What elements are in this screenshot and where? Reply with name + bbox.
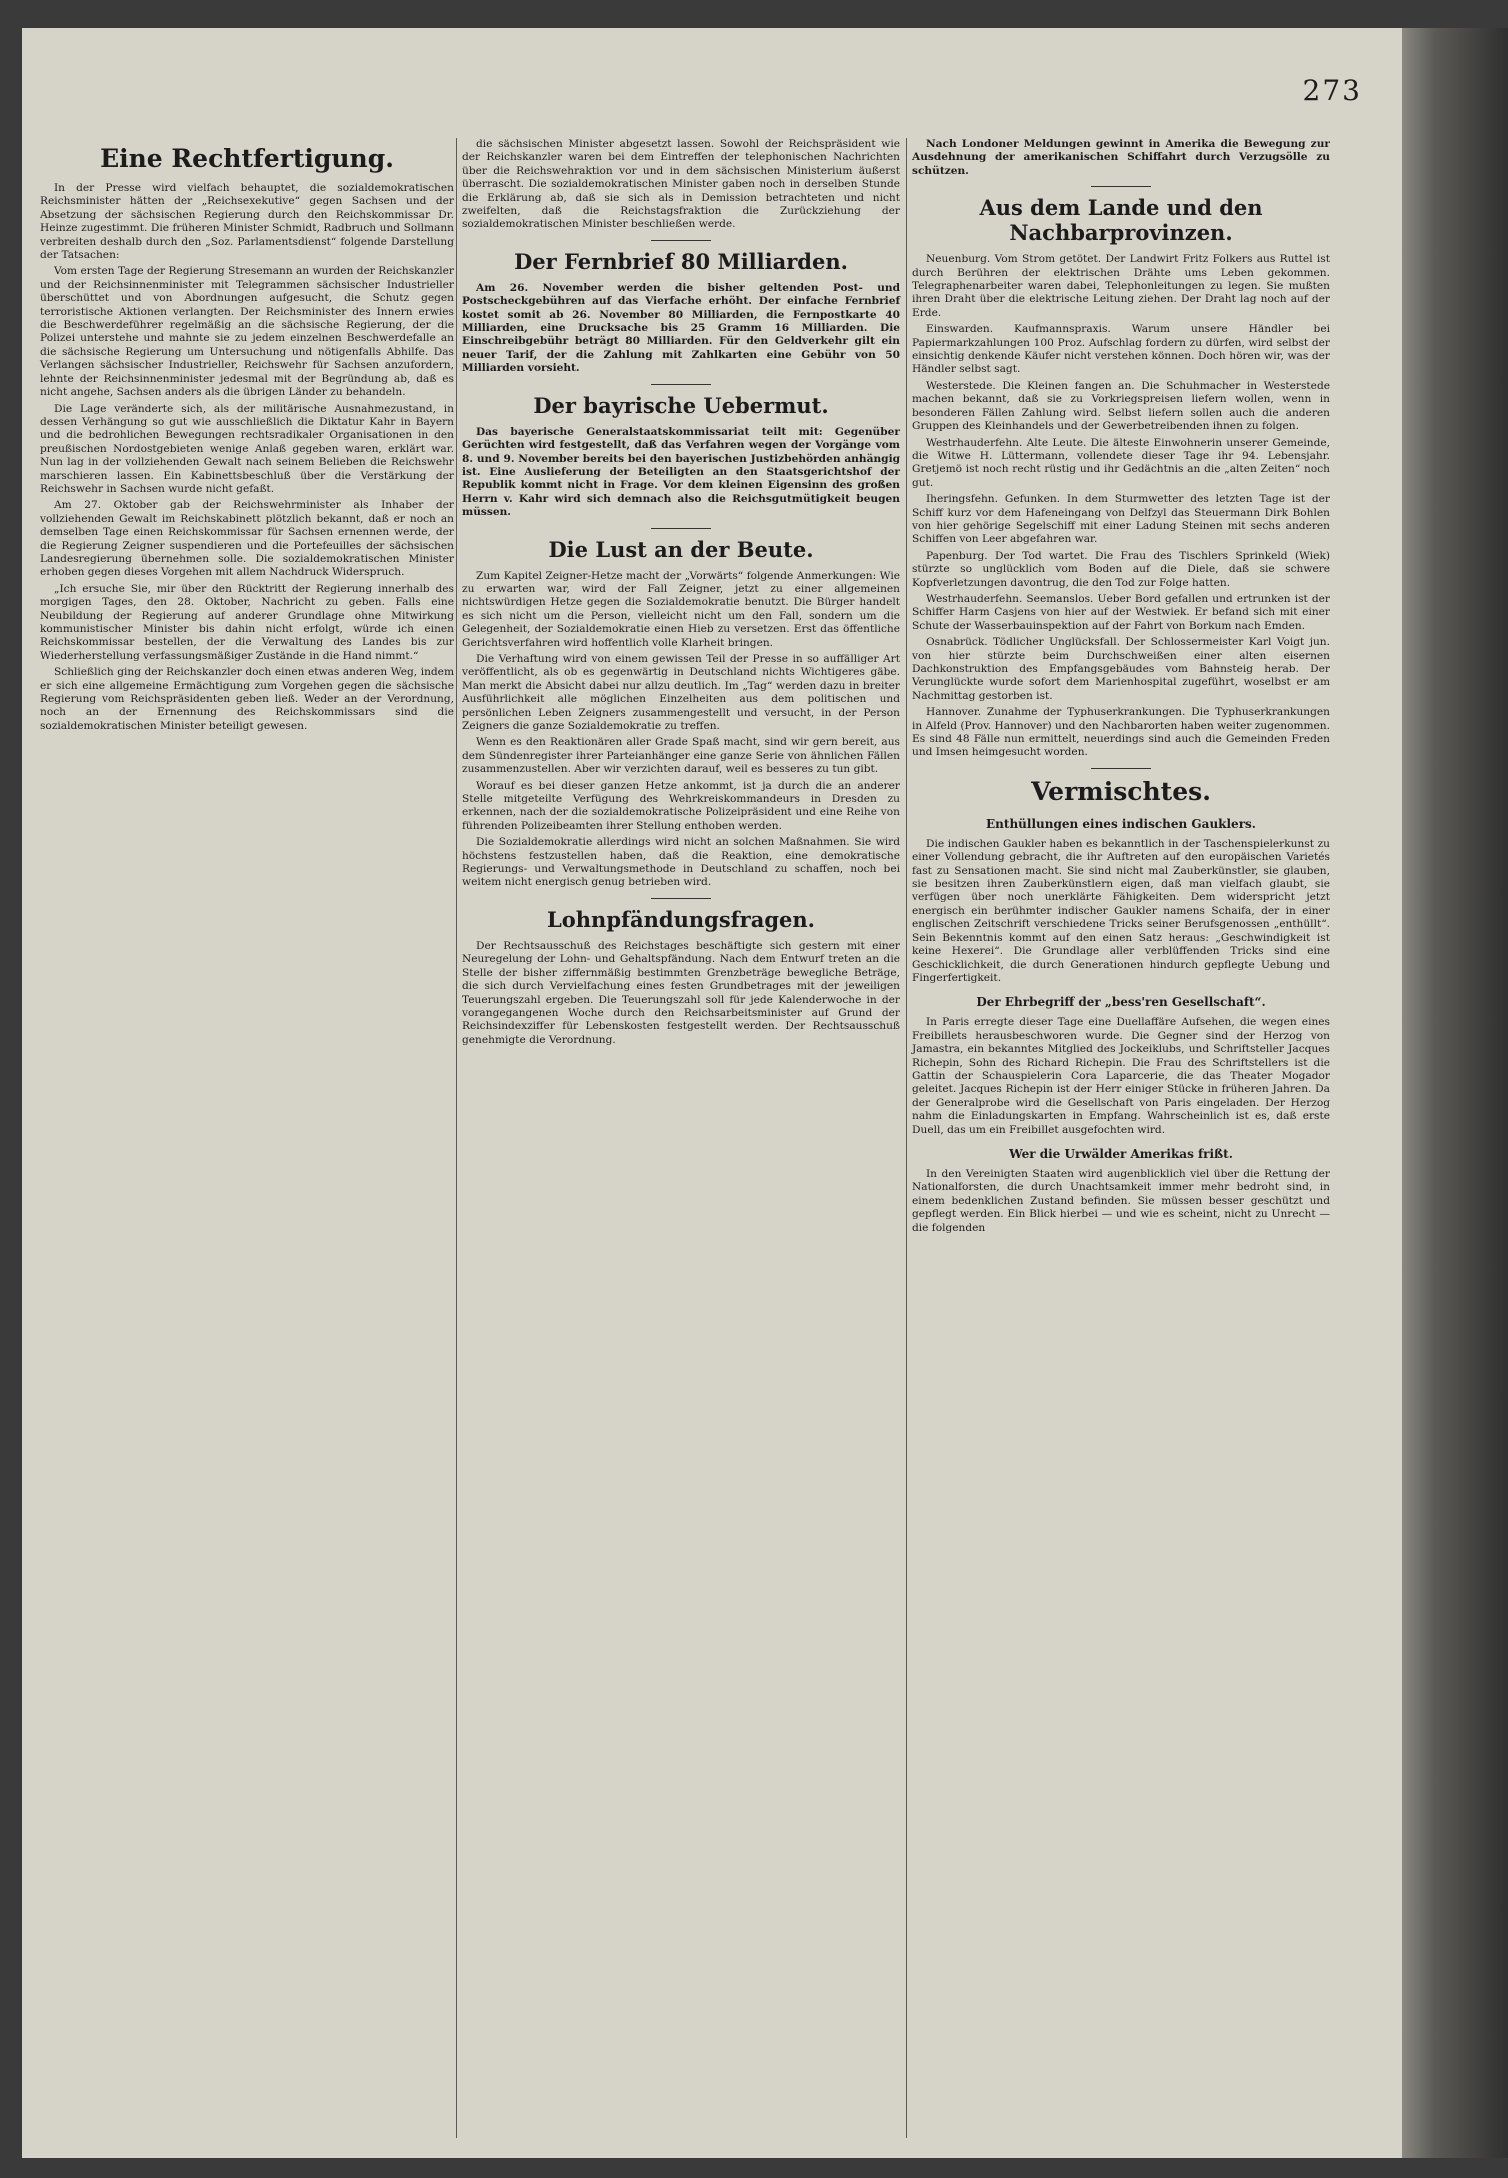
article-paragraph: Zum Kapitel Zeigner-Hetze macht der „Vorwärts“ folgende Anmerkungen: Wie zu erwarten war, wird der Fall Zeigner, jetzt zu einer allgemeinen nichtswürdigen Hetze gegen die Sozialdemokratie benutzt. Die Bürger handelt es sich nicht um die Person, vielleicht nicht um den Fall, sondern um die Gelegenheit, der Sozialdemokratie einen Hieb zu versetzen. Erst das öffentliche Gerichtsverfahren wird hoffentlich volle Klarheit bringen. <box>462 569 900 649</box>
article-paragraph: In den Vereinigten Staaten wird augenblicklich viel über die Rettung der Nationalforsten, die durch Unachtsamkeit immer mehr bedroht sind, in einem bedenklichen Zustand befinden. Sie müssen besser geschützt und gepflegt werden. Ein Blick hierbei — und wie es scheint, nicht zu Unrecht — die folgenden <box>912 1167 1330 1234</box>
article-paragraph: In der Presse wird vielfach behauptet, die sozialdemokratischen Reichsminister hätten der „Reichsexekutive“ gegen Sachsen und der Absetzung der sächsischen Regierung durch den Reichskommissar Dr. Heinze zugestimmt. Die früheren Minister Schmidt, Radbruch und Sollmann verbreiten deshalb durch den „Soz. Parlamentsdienst“ folgende Darstellung der Tatsachen: <box>40 182 454 262</box>
article-subheading: Der Ehrbegriff der „bess'ren Gesellschaft“. <box>976 995 1266 1010</box>
article-paragraph: Westrhauderfehn. Alte Leute. Die älteste Einwohnerin unserer Gemeinde, die Witwe H. Lüttermann, vollendete dieser Tage ihr 94. Lebensjahr. Gretjemö ist noch recht rüstig und ihr Gedächtnis an die „alten Zeiten“ noch gut. <box>912 436 1330 489</box>
column-left <box>40 138 454 736</box>
article-paragraph: Westrhauderfehn. Seemanslos. Ueber Bord gefallen und ertrunken ist der Schiffer Harm Casjens von hier auf der Westwiek. Er befand sich mit einer Schute der Wasserbauinspektion auf der Fahrt von Borkum nach Emden. <box>912 592 1330 632</box>
separator-rule <box>651 528 711 529</box>
article-paragraph: Am 26. November werden die bisher geltenden Post- und Postscheckgebühren auf das Vierfache erhöht. Der einfache Fernbrief kostet somit ab 26. November 80 Milliarden, die Fernpostkarte 40 Milliarden, eine Drucksache bis 25 Gramm 16 Milliarden. Die Einschreibgebühr beträgt 80 Milliarden. Für den Geldverkehr gilt ein neuer Tarif, der die Zahlung mit Zahlkarten eine Gebühr von 50 Milliarden vorsieht. <box>462 281 900 375</box>
column-middle <box>462 138 900 1050</box>
article-paragraph: Einswarden. Kaufmannspraxis. Warum unsere Händler bei Papiermarkzahlungen 100 Proz. Aufschlag fordern zu dürfen, wird selbst der einsichtig denkende Käufer nicht verstehen können. Doch hören wir, was der Händler selbst sagt. <box>912 323 1330 376</box>
column-divider <box>456 138 457 2138</box>
article-paragraph: Der Rechtsausschuß des Reichstages beschäftigte sich gestern mit einer Neuregelung der Lohn- und Gehaltspfändung. Nach dem Entwurf treten an die Stelle der bisher ziffernmäßig bestimmten Grenzbeträge bewegliche Beträge, die sich durch Vervielfachung eines festen Grundbetrages mit der jeweiligen Teuerungszahl ergeben. Die Teuerungszahl soll für jede Kalenderwoche in der vorangegangenen Woche durch den Reichsarbeitsminister auf Grund der Reichsindexziffer für Lebenskosten festgestellt werden. Der Rechtsausschuß genehmigte die Verordnung. <box>462 939 900 1046</box>
article-heading: Eine Rechtfertigung. <box>100 144 394 173</box>
article-paragraph: Die Lage veränderte sich, als der militärische Ausnahmezustand, in dessen Verhängung so gut wie ausschließlich die Diktatur Kahr in Bayern und die bedrohlichen Bewegungen rechtsradikaler Organisationen in den preußischen Nordostgebieten wenige Anlaß gegeben waren, erklärt war. Nun lag in der vollziehenden Gewalt nach seinem Belieben die Reichswehr marschieren lassen. Ein Kabinettsbeschluß über die Verstärkung der Reichswehr in Sachsen wurde nicht gefaßt. <box>40 402 454 495</box>
newspaper-page <box>22 28 1402 2158</box>
article-heading: Die Lust an der Beute. <box>548 536 814 562</box>
page-number: 273 <box>1302 74 1362 107</box>
article-paragraph: Hannover. Zunahme der Typhuserkrankungen. Die Typhuserkrankungen in Alfeld (Prov. Hannover) und den Nachbarorten haben weiter zugenommen. Es sind 48 Fälle nun ermittelt, neuerdings sind auch die Gemeinden Freden und Imsen heimgesucht worden. <box>912 706 1330 759</box>
separator-rule <box>651 898 711 899</box>
article-paragraph: Nach Londoner Meldungen gewinnt in Amerika die Bewegung zur Ausdehnung der amerikanischen Schiffahrt durch Verzugsölle zu schützen. <box>912 138 1330 177</box>
article-paragraph: Die indischen Gaukler haben es bekanntlich in der Taschenspielerkunst zu einer Vollendung gebracht, die ihr Auftreten auf den europäischen Varietés fast zu Sensationen macht. Sie sind nicht mal Zauberkünstler, sie glauben, sie besitzen ihren Zauberkünstlern eigen, daß man vielfach glaubt, sie verfügen über noch unerklärte Fähigkeiten. Dem widerspricht jetzt energisch ein berühmter indischer Gaukler namens Schaifa, der in einer englischen Zeitschrift verschiedene Tricks seiner Berufsgenossen „enthüllt“. Sein Bekenntnis kommt auf den einen Satz heraus: „Geschwindigkeit ist keine Hexerei“. Die Grundlage aller verblüffenden Tricks sind eine Geschicklichkeit, die durch Generationen hindurch gepflegte Uebung und Fingerfertigkeit. <box>912 837 1330 984</box>
article-heading: Vermischtes. <box>1031 776 1211 806</box>
column-divider <box>906 138 907 2138</box>
separator-rule <box>1091 186 1151 187</box>
column-right <box>912 138 1330 1238</box>
article-paragraph: Vom ersten Tage der Regierung Stresemann an wurden der Reichskanzler und der Reichsinnenminister mit Telegrammen sächsischer Industrieller überschüttet und von Abordnungen aufgesucht, die Schutz gegen terroristische Aktionen verlangten. Der Reichsminister des Innern erwies die Beschwerdeführer regelmäßig an die sächsische Regierung, der die Polizei unterstehe und mahnte sie zu jedem einzelnen Beschwerdefalle an die sächsische Regierung um Untersuchung und nötigenfalls Abhilfe. Das Verlangen sächsischer Industrieller, Reichswehr für Sachsen anzufordern, lehnte der Reichsinnenminister jedesmal mit der Begründung ab, daß es nicht angehe, Sachsen anders als die übrigen Länder zu behandeln. <box>40 265 454 399</box>
article-subheading: Wer die Urwälder Amerikas frißt. <box>1009 1146 1233 1161</box>
article-heading: Der bayrische Uebermut. <box>533 392 829 418</box>
article-paragraph: Osnabrück. Tödlicher Unglücksfall. Der Schlossermeister Karl Voigt jun. von hier stürzte beim Durchschweißen einer alten eisernen Dachkonstruktion des Empfangsgebäudes vom Bahnsteig herab. Der Verunglückte wurde sofort dem Marienhospital zugeführt, woselbst er am Nachmittag gestorben ist. <box>912 636 1330 702</box>
article-heading: Der Fernbrief 80 Milliarden. <box>514 248 848 274</box>
article-paragraph: Das bayerische Generalstaatskommissariat teilt mit: Gegenüber Gerüchten wird festgestellt, daß das Verfahren wegen der Vorgänge vom 8. und 9. November bereits bei den bayerischen Justizbehörden anhängig ist. Eine Auslieferung der Beteiligten an den Staatsgerichtshof der Republik kommt nicht in Frage. Vor dem kleinen Eigensinn des großen Herrn v. Kahr wird sich demnach also die Reichsgutmütigkeit beugen müssen. <box>462 425 900 519</box>
article-paragraph: Die Verhaftung wird von einem gewissen Teil der Presse in so auffälliger Art veröffentlicht, als ob es gegenwärtig in Deutschland nichts Wichtigeres gäbe. Man merkt die Absicht dabei nur allzu deutlich. Im „Tag“ werden dazu in breiter Ausführlichkeit alle möglichen Einzelheiten aus dem politischen und persönlichen Leben Zeigners zusammengestellt und versucht, in der Person Zeigners die ganze Sozialdemokratie zu treffen. <box>462 652 900 732</box>
article-paragraph: Wenn es den Reaktionären aller Grade Spaß macht, sind wir gern bereit, aus dem Sündenregister ihrer Parteianhänger eine ganze Serie von ähnlichen Fällen zusammenzustellen. Aber wir verzichten darauf, weil es besseres zu tun gibt. <box>462 736 900 776</box>
separator-rule <box>651 240 711 241</box>
article-paragraph: Westerstede. Die Kleinen fangen an. Die Schuhmacher in Westerstede machen bekannt, daß sie zu Vorkriegspreisen liefern wollen, wenn in besonderen Fällen Zahlung wird. Selbst liefern sollen auch die anderen Gruppen des Kleinhandels und der Gewerbetreibenden ihnen zu folgen. <box>912 379 1330 433</box>
article-paragraph: Die Sozialdemokratie allerdings wird nicht an solchen Maßnahmen. Sie wird höchstens festzustellen haben, daß die Reaktion, eine demokratische Regierungs- und Verwaltungsmethode in Deutschland zu schaffen, noch bei weitem nicht energisch genug betrieben wird. <box>462 836 900 889</box>
article-heading: Aus dem Lande und den Nachbarprovinzen. <box>979 195 1263 246</box>
article-quote: „Ich ersuche Sie, mir über den Rücktritt der Regierung innerhalb des morgigen Tages, den 28. Oktober, Nachricht zu geben. Falls eine Neubildung der Regierung auf anderer Grundlage ohne Mitwirkung kommunistischer Minister bis dahin nicht erfolgt, würde ich einen Reichskommissar bestellen, der die Verwaltung des Landes bis zur Wiederherstellung verfassungsmäßiger Zustände in die Hand nimmt.“ <box>40 582 454 662</box>
article-heading: Lohnpfändungsfragen. <box>547 906 815 932</box>
article-paragraph: Schließlich ging der Reichskanzler doch einen etwas anderen Weg, indem er sich eine allgemeine Ermächtigung zum Vorgehen gegen die sächsische Regierung vom Reichspräsidenten geben ließ. Weder an der Verordnung, noch an der Ernennung des Reichskommissars sind die sozialdemokratischen Minister beteiligt gewesen. <box>40 666 454 732</box>
article-paragraph: Iheringsfehn. Gefunken. In dem Sturmwetter des letzten Tage ist der Schiff kurz vor dem Hafeneingang von Delfzyl das Steuermann Dirk Bohlen von hier gehörige Segelschiff mit einer Ladung Steinen mit sechs anderen Schiffen von Leer abgefahren war. <box>912 493 1330 546</box>
separator-rule <box>1091 768 1151 769</box>
article-paragraph: Am 27. Oktober gab der Reichswehrminister als Inhaber der vollziehenden Gewalt im Reichskabinett plötzlich bekannt, daß er noch an demselben Tage einen Reichskommissar für Sachsen ernennen werde, der die Regierung Zeigner suspendieren und die Portefeuilles der sächsischen Landesregierung übernehmen solle. Die sozialdemokratischen Minister erhoben gegen dieses Vorgehen mit allem Nachdruck Widerspruch. <box>40 499 454 579</box>
article-paragraph: die sächsischen Minister abgesetzt lassen. Sowohl der Reichspräsident wie der Reichskanzler waren bei dem Eintreffen der telephonischen Nachrichten über die Reichswehraktion vor und in dem sächsischen Ministerium äußerst überrascht. Die sozialdemokratischen Minister gaben noch in derselben Stunde die Erklärung ab, daß sie sich als in Demission betrachteten und nicht zweifelten, daß die Reichstagsfraktion die Zurückziehung der sozialdemokratischen Minister beschließen werde. <box>462 138 900 231</box>
article-paragraph: Papenburg. Der Tod wartet. Die Frau des Tischlers Sprinkeld (Wiek) stürzte so unglücklich vom Boden auf die Diele, daß sie schwere Kopfverletzungen davontrug, die den Tod zur Folge hatten. <box>912 549 1330 589</box>
binding-shadow <box>1402 28 1508 2158</box>
article-subheading: Enthüllungen eines indischen Gauklers. <box>986 816 1256 831</box>
article-paragraph: Neuenburg. Vom Strom getötet. Der Landwirt Fritz Folkers aus Ruttel ist durch Berühren der elektrischen Drähte ums Leben gekommen. Telegraphenarbeiter waren dabei, Telephonleitungen zu legen. Sie mußten ihren Draht über die elektrische Leitung ziehen. Der Draht lag noch auf der Erde. <box>912 253 1330 319</box>
article-paragraph: In Paris erregte dieser Tage eine Duellaffäre Aufsehen, die wegen eines Freibillets herausbeschworen wurde. Die Gegner sind der Herzog von Jamastra, ein bekanntes Mitglied des Jockeiklubs, und Schriftsteller Jacques Richepin, Sohn des Richard Richepin. Die Frau des Schriftstellers ist die Gattin der Schauspielerin Cora Laparcerie, die das Theater Mogador geleitet. Jacques Richepin ist der Herr einiger Stücke in früheren Jahren. Da der Generalprobe wird die Gesellschaft von Paris eingeladen. Der Herzog nahm die Einladungskarten in Empfang. Wahrscheinlich ist es, daß erste Duell, das um ein Freibillet ausgefochten wird. <box>912 1016 1330 1136</box>
separator-rule <box>651 384 711 385</box>
article-paragraph: Worauf es bei dieser ganzen Hetze ankommt, ist ja durch die an anderer Stelle mitgeteilte Verfügung des Wehrkreiskommandeurs in Dresden zu erkennen, nach der die sozialdemokratische Polizeipräsident und eine Reihe von führenden Polizeibeamten ihrer Stellung enthoben werden. <box>462 779 900 832</box>
